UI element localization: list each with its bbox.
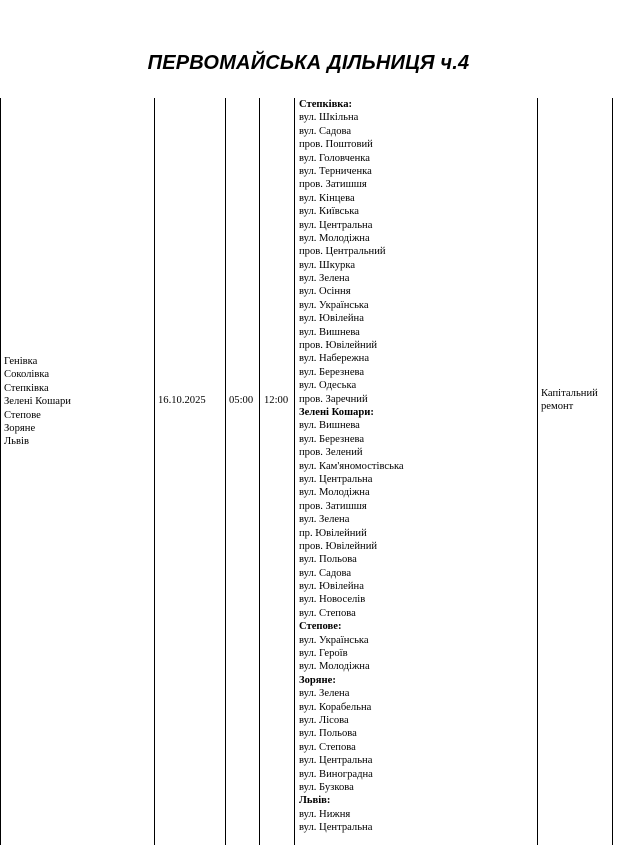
street-item: вул. Садова	[299, 567, 352, 579]
village-item: Степківка	[4, 382, 49, 394]
street-item: пров. Затишшя	[299, 500, 367, 512]
street-item: вул. Вишнева	[299, 326, 360, 338]
street-item: пров. Затишшя	[299, 179, 367, 191]
street-item: вул. Київська	[299, 206, 359, 218]
street-item: вул. Лісова	[299, 714, 349, 726]
street-item: вул. Степова	[299, 607, 356, 619]
street-item: вул. Центральна	[299, 473, 373, 485]
village-item: Зелені Кошари	[4, 396, 71, 408]
street-item: вул. Ювілейна	[299, 313, 364, 325]
end-time-cell: 12:00	[264, 395, 289, 406]
street-item: вул. Українська	[299, 634, 369, 646]
street-item: пров. Поштовий	[299, 139, 373, 151]
column-divider	[259, 98, 260, 845]
streets-cell	[299, 98, 404, 834]
settlement-header: Степківка:	[299, 99, 353, 110]
page-title: ПЕРВОМАЙСЬКА ДІЛЬНИЦЯ ч.4	[147, 52, 470, 74]
street-item: пров. Центральний	[299, 246, 386, 258]
street-item: вул. Польова	[299, 554, 357, 566]
village-item: Зоряне	[4, 422, 36, 434]
street-item: вул. Нижня	[299, 808, 351, 820]
street-item: вул. Молодіжна	[299, 232, 370, 244]
street-item: вул. Ювілейна	[299, 581, 364, 593]
settlement-header: Львів:	[299, 795, 331, 807]
street-item: вул. Центральна	[299, 755, 373, 767]
street-item: вул. Молодіжна	[299, 487, 370, 499]
settlement-header: Зоряне:	[299, 674, 336, 686]
start-time-cell: 05:00	[229, 395, 254, 406]
street-item: вул. Польова	[299, 728, 357, 740]
street-item: пров. Заречний	[299, 393, 368, 405]
street-item: вул. Набережна	[299, 353, 370, 365]
column-divider	[537, 98, 538, 845]
street-item: вул. Українська	[299, 299, 369, 311]
street-item: вул. Березнева	[299, 433, 365, 445]
street-item: вул. Новоселів	[299, 594, 366, 606]
street-item: вул. Молодіжна	[299, 661, 370, 673]
street-item: вул. Осіння	[299, 286, 351, 298]
street-item: вул. Шкурка	[299, 259, 356, 271]
village-item: Степове	[4, 409, 41, 421]
street-item: пров. Ювілейний	[299, 340, 378, 352]
street-item: вул. Одеська	[299, 380, 357, 392]
column-divider	[0, 98, 1, 845]
street-item: вул. Зелена	[299, 514, 350, 526]
outage-table	[0, 98, 617, 845]
villages-cell	[4, 355, 71, 449]
street-item: вул. Березнева	[299, 366, 365, 378]
street-item: вул. Героїв	[299, 648, 348, 660]
street-item: вул. Корабельна	[299, 701, 372, 713]
village-item: Соколівка	[4, 369, 50, 381]
village-item: Львів	[4, 436, 29, 448]
settlement-header: Зелені Кошари:	[299, 406, 374, 418]
street-item: вул. Кінцева	[299, 192, 355, 204]
street-item: вул. Центральна	[299, 822, 373, 834]
street-item: вул. Терниченка	[299, 165, 372, 177]
settlement-header: Степове:	[299, 621, 342, 633]
street-item: вул. Центральна	[299, 219, 373, 231]
street-item: вул. Зелена	[299, 273, 350, 285]
street-item: пр. Ювілейний	[299, 527, 367, 539]
column-divider	[294, 98, 295, 845]
reason-cell: Капітальний ремонт	[541, 388, 598, 413]
column-divider	[225, 98, 226, 845]
street-item: вул. Головченка	[299, 152, 370, 164]
street-item: вул. Шкільна	[299, 112, 359, 124]
column-divider	[154, 98, 155, 845]
street-item: вул. Бузкова	[299, 781, 354, 793]
village-item: Генівка	[4, 356, 38, 367]
date-cell: 16.10.2025	[158, 395, 206, 406]
street-item: вул. Степова	[299, 741, 356, 753]
street-item: вул. Кам'яномостівська	[299, 460, 404, 472]
column-divider	[612, 98, 613, 845]
street-item: вул. Зелена	[299, 688, 350, 700]
street-item: пров. Ювілейний	[299, 540, 378, 552]
street-item: вул. Вишнева	[299, 420, 360, 432]
street-item: вул. Виноградна	[299, 768, 373, 780]
street-item: вул. Садова	[299, 125, 352, 137]
street-item: пров. Зелений	[299, 447, 363, 459]
